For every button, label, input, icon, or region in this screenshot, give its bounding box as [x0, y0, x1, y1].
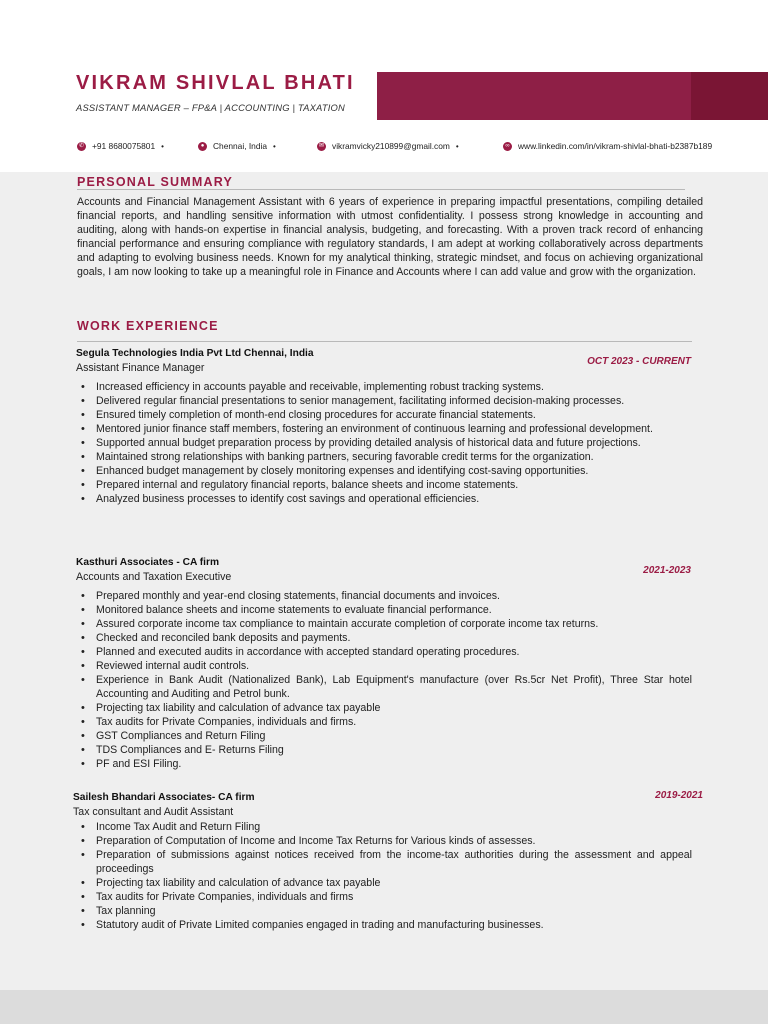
link-icon: ∞: [503, 142, 512, 151]
location-pin-icon: ●: [198, 142, 207, 151]
experience-divider: [77, 341, 692, 342]
list-item: • Analyzed business processes to identify cost savings and operational efficiencies.: [78, 492, 692, 506]
job-dates: 2021-2023: [643, 565, 691, 576]
list-item: • Income Tax Audit and Return Filing: [78, 820, 692, 834]
list-item: • Statutory audit of Private Limited companies engaged in trading and manufacturing businesses.: [78, 918, 692, 932]
list-item: • Preparation of submissions against notices received from the income-tax authorities during the assessment and appeal proceedings: [78, 848, 692, 876]
summary-heading: PERSONAL SUMMARY: [77, 175, 234, 189]
list-item: • Projecting tax liability and calculation of advance tax payable: [78, 876, 692, 890]
contact-phone[interactable]: [77, 140, 164, 152]
contact-email-text: vikramvicky210899@gmail.com: [332, 141, 450, 151]
contact-location-text: Chennai, India: [213, 141, 268, 151]
job-bullets: [78, 380, 692, 506]
list-item: • Reviewed internal audit controls.: [78, 659, 692, 673]
job-company: Kasthuri Associates - CA firm: [76, 557, 220, 568]
list-item: • Prepared monthly and year-end closing statements, financial documents and invoices.: [78, 589, 692, 603]
job-role: Accounts and Taxation Executive: [76, 571, 232, 583]
summary-text: Accounts and Financial Management Assistant with 6 years of experience in preparing impactful presentations, compiling detailed financial reports, and handling sensitive information with utmost confidentiality. I possess strong knowledge in accounting and auditing, along with hands-on expertise in financial analysis, budgeting, and forecasting. With a proven track record of enhancing financial performance and ensuring compliance with regulatory standards, I am adept at working collaboratively across departments and adapting to evolving business needs. Known for my analytical thinking, strategic mindset, and focus on achieving organizational goals, I am now looking to take up a meaningful role in Finance and Accounts where I can add value and grow with the organization.: [77, 196, 703, 278]
email-icon: ✉: [318, 142, 325, 149]
list-item: • Planned and executed audits in accordance with accepted standard operating procedures.: [78, 645, 692, 659]
contact-separator: •: [455, 141, 459, 151]
job-role: Assistant Finance Manager: [76, 362, 205, 374]
contact-separator: •: [273, 141, 276, 151]
job-dates: OCT 2023 - CURRENT: [587, 356, 691, 367]
candidate-headline: ASSISTANT MANAGER – FP&A | ACCOUNTING | TAXATION: [76, 102, 346, 113]
job-dates: 2019-2021: [655, 790, 703, 801]
job-bullets: [78, 820, 692, 932]
summary-divider: [77, 189, 685, 190]
phone-icon: ✆: [78, 142, 85, 149]
list-item: • Monitored balance sheets and income statements to evaluate financial performance.: [78, 603, 692, 617]
contact-email[interactable]: [317, 140, 459, 152]
list-item: • TDS Compliances and E- Returns Filing: [78, 743, 692, 757]
list-item: • Preparation of Computation of Income and Income Tax Returns for Various kinds of assesses.: [78, 834, 692, 848]
list-item: • Delivered regular financial presentations to senior management, facilitating informed decision-making processes.: [78, 394, 692, 408]
list-item: • Ensured timely completion of month-end closing procedures for accurate financial statements.: [78, 408, 692, 422]
contact-separator: •: [161, 141, 164, 151]
list-item: • PF and ESI Filing.: [78, 757, 692, 771]
header-accent-band: [377, 72, 691, 120]
candidate-name: VIKRAM SHIVLAL BHATI: [76, 72, 355, 94]
contact-linkedin-text: www.linkedin.com/in/vikram-shivlal-bhati-b2387b189: [518, 141, 713, 151]
list-item: • Assured corporate income tax compliance to maintain accurate completion of corporate income tax returns.: [78, 617, 692, 631]
contact-linkedin[interactable]: [503, 140, 712, 152]
job-company: Sailesh Bhandari Associates- CA firm: [73, 792, 255, 803]
list-item: • Supported annual budget preparation process by providing detailed analysis of historical data and future projections.: [78, 436, 692, 450]
job-role: Tax consultant and Audit Assistant: [73, 806, 234, 818]
list-item: • Tax planning: [78, 904, 692, 918]
list-item: • Prepared internal and regulatory financial reports, balance sheets and income statements.: [78, 478, 692, 492]
list-item: • Tax audits for Private Companies, individuals and firms: [78, 890, 692, 904]
job-bullets: [78, 589, 692, 771]
list-item: • Maintained strong relationships with banking partners, securing favorable credit terms for the organization.: [78, 450, 692, 464]
header-accent-band-dark: [691, 72, 768, 120]
list-item: • GST Compliances and Return Filing: [78, 729, 692, 743]
job-company: Segula Technologies India Pvt Ltd Chennai, India: [76, 348, 314, 359]
list-item: • Tax audits for Private Companies, individuals and firms.: [78, 715, 692, 729]
contact-location: [198, 140, 276, 152]
list-item: • Increased efficiency in accounts payable and receivable, implementing robust tracking systems.: [78, 380, 692, 394]
experience-heading: WORK EXPERIENCE: [77, 319, 219, 333]
contact-phone-text: +91 8680075801: [92, 141, 156, 151]
list-item: • Projecting tax liability and calculation of advance tax payable: [78, 701, 692, 715]
list-item: • Experience in Bank Audit (Nationalized Bank), Lab Equipment's manufacture (over Rs.5cr Net Profit), Three Star hotel Accounting and Auditing and Petrol bunk.: [78, 673, 692, 701]
list-item: • Mentored junior finance staff members, fostering an environment of continuous learning and professional development.: [78, 422, 692, 436]
resume-header: [0, 0, 768, 172]
list-item: • Enhanced budget management by closely monitoring expenses and identifying cost-saving opportunities.: [78, 464, 692, 478]
page-footer-strip: [0, 990, 768, 1024]
list-item: • Checked and reconciled bank deposits and payments.: [78, 631, 692, 645]
